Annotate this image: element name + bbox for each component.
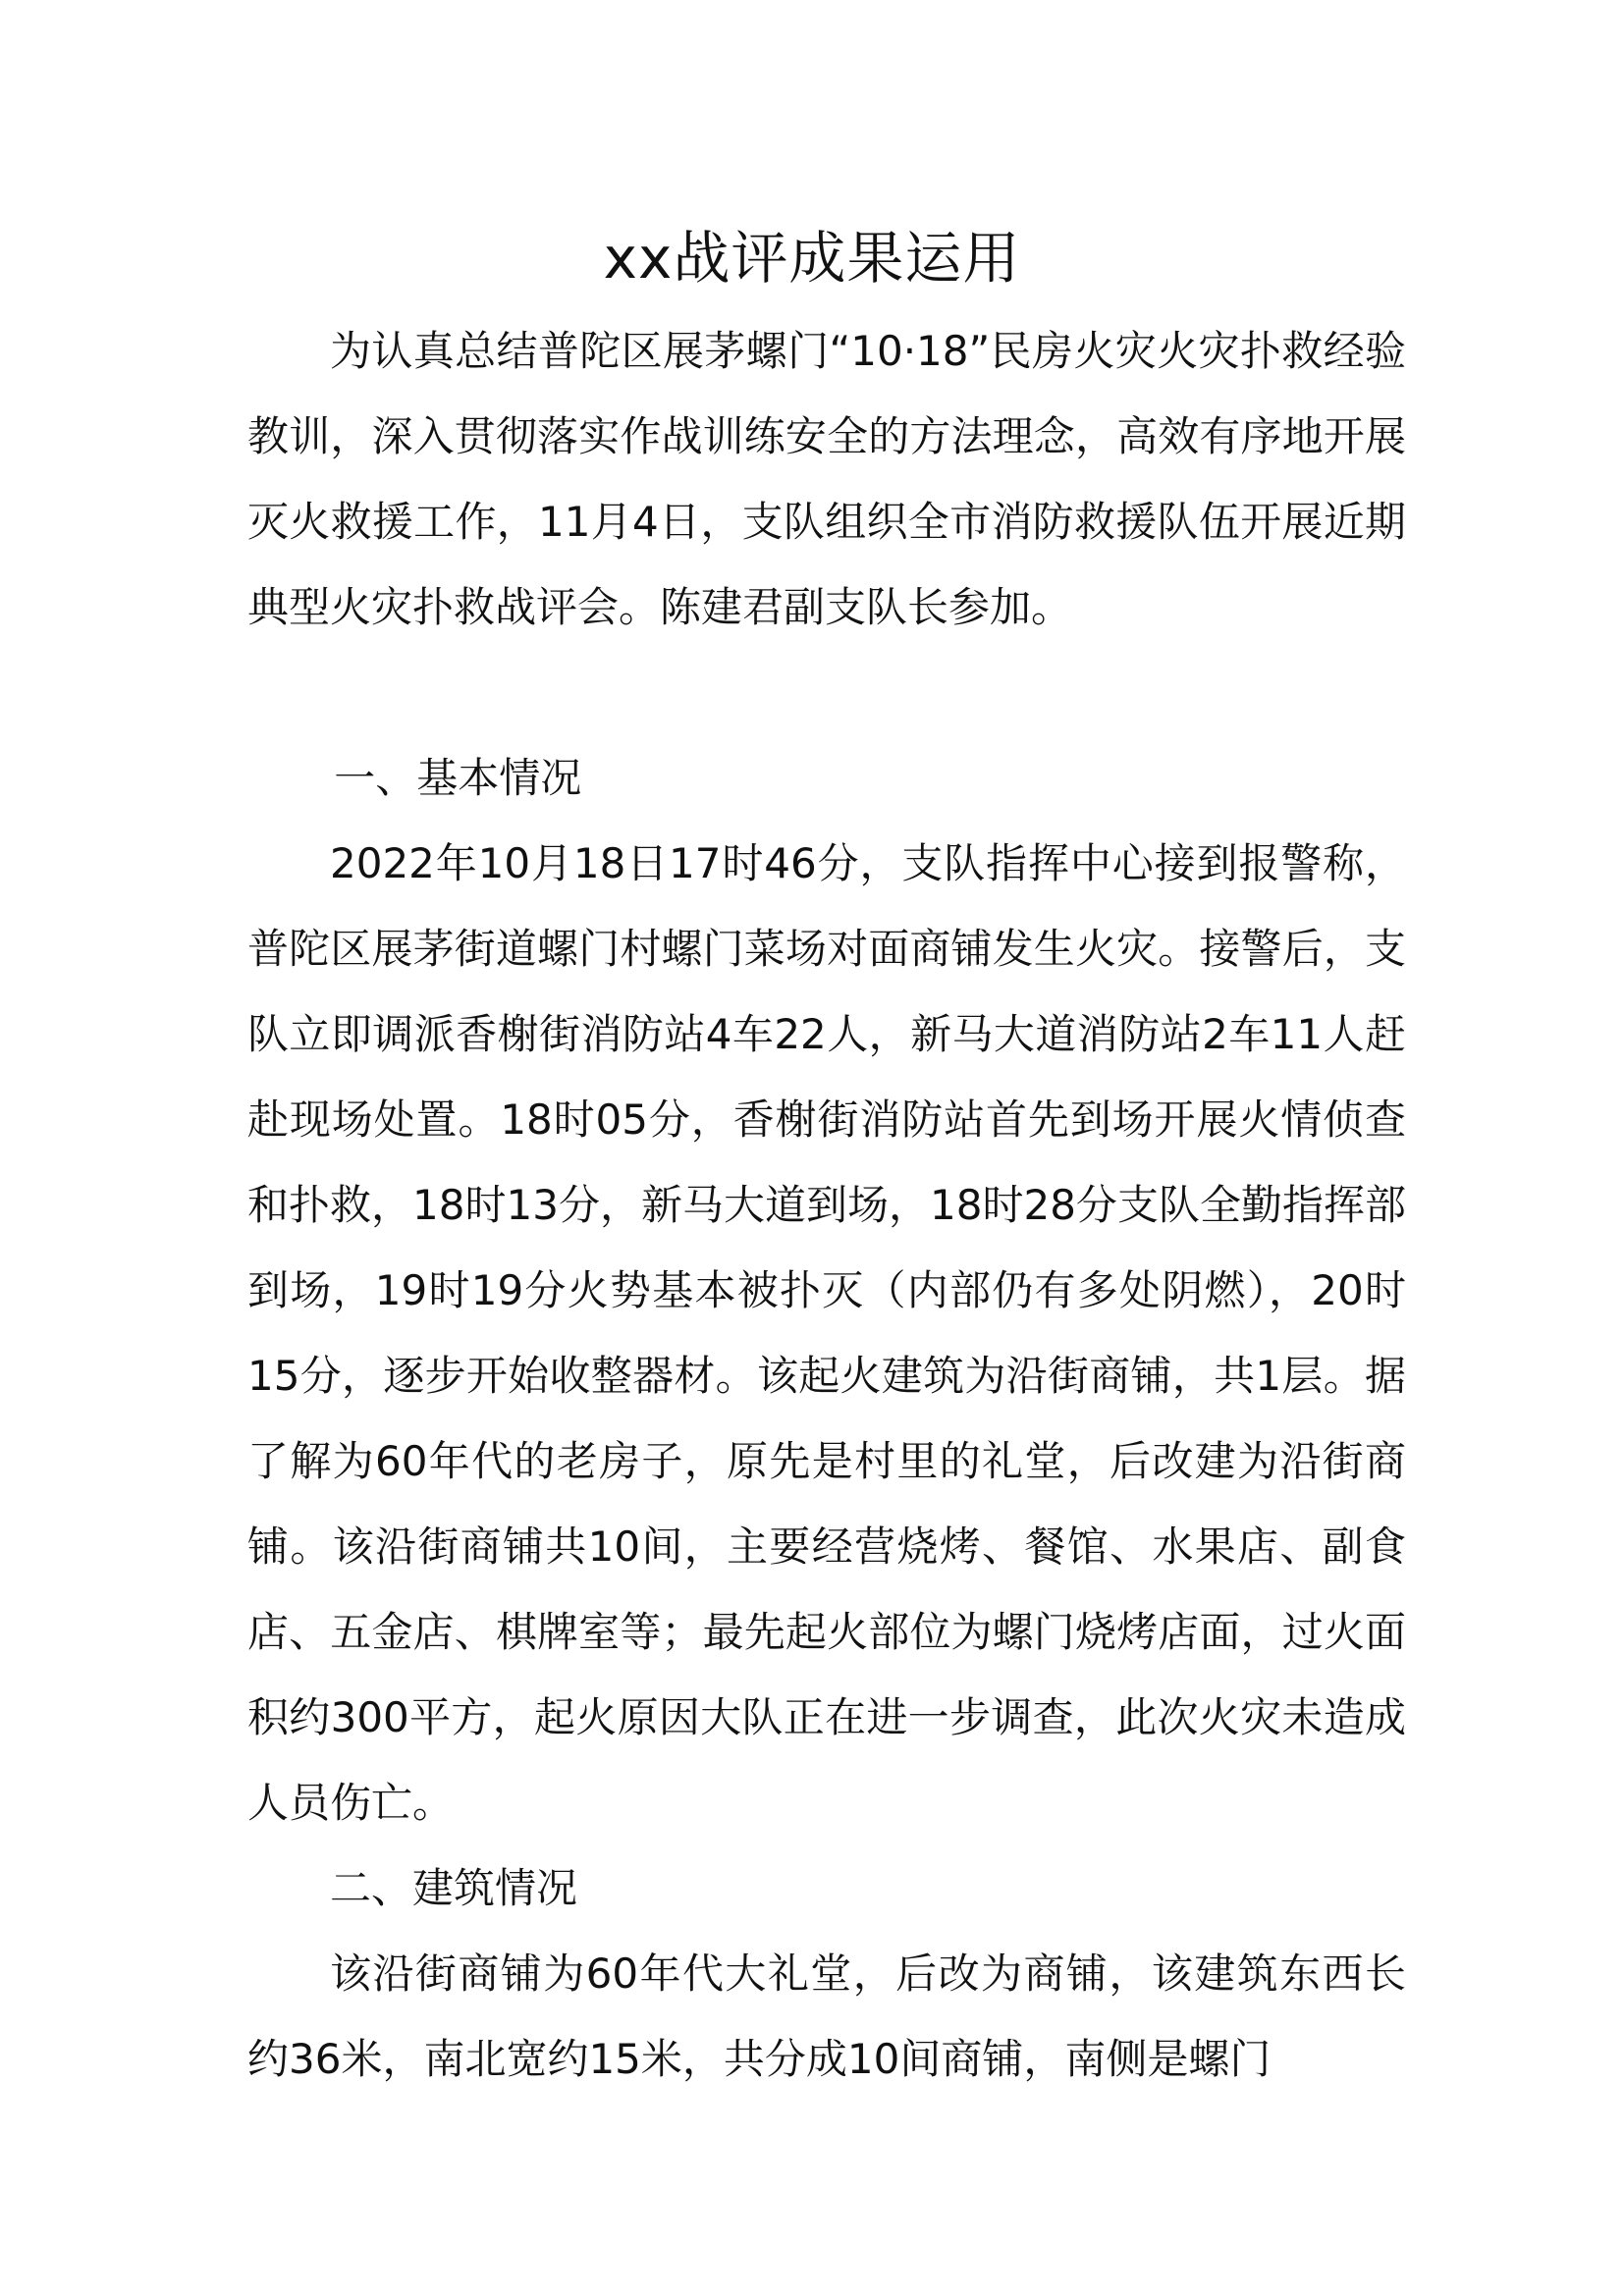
document-body	[247, 308, 1406, 2102]
document-title: xx战评成果运用	[603, 225, 1021, 292]
section-heading-basic-info: 一、基本情况	[334, 754, 582, 802]
basic-info-paragraph: 2022年10月18日17时46分，支队指挥中心接到报警称，普陀区展茅街道螺门村螺门菜场对面商铺发生火灾。接警后，支队立即调派香榭街消防站4车22人，新马大道消防站2车11人赶赴现场处置。18时05分，香榭街消防站首先到场开展火情侦查和扑救，18时13分，新马大道到场，18时28分支队全勤指挥部到场，19时19分火势基本被扑灭（内部仍有多处阴燃），20时15分，逐步开始收整器材。该起火建筑为沿街商铺，共1层。据了解为60年代的老房子，原先是村里的礼堂，后改建为沿街商铺。该沿街商铺共10间，主要经营烧烤、餐馆、水果店、副食店、五金店、棋牌室等；最先起火部位为螺门烧烤店面，过火面积约300平方，起火原因大队正在进一步调查，此次火灾未造成人员伤亡。	[247, 839, 1406, 1827]
building-info-paragraph: 该沿街商铺为60年代大礼堂，后改为商铺，该建筑东西长约36米，南北宽约15米，共分成10间商铺，南侧是螺门	[247, 1949, 1406, 2083]
section-heading-building-info: 二、建筑情况	[330, 1864, 578, 1912]
intro-paragraph: 为认真总结普陀区展茅螺门“10·18”民房火灾火灾扑救经验教训，深入贯彻落实作战训练安全的方法理念，高效有序地开展灭火救援工作，11月4日，支队组织全市消防救援队伍开展近期典型火灾扑救战评会。陈建君副支队长参加。	[247, 327, 1406, 631]
